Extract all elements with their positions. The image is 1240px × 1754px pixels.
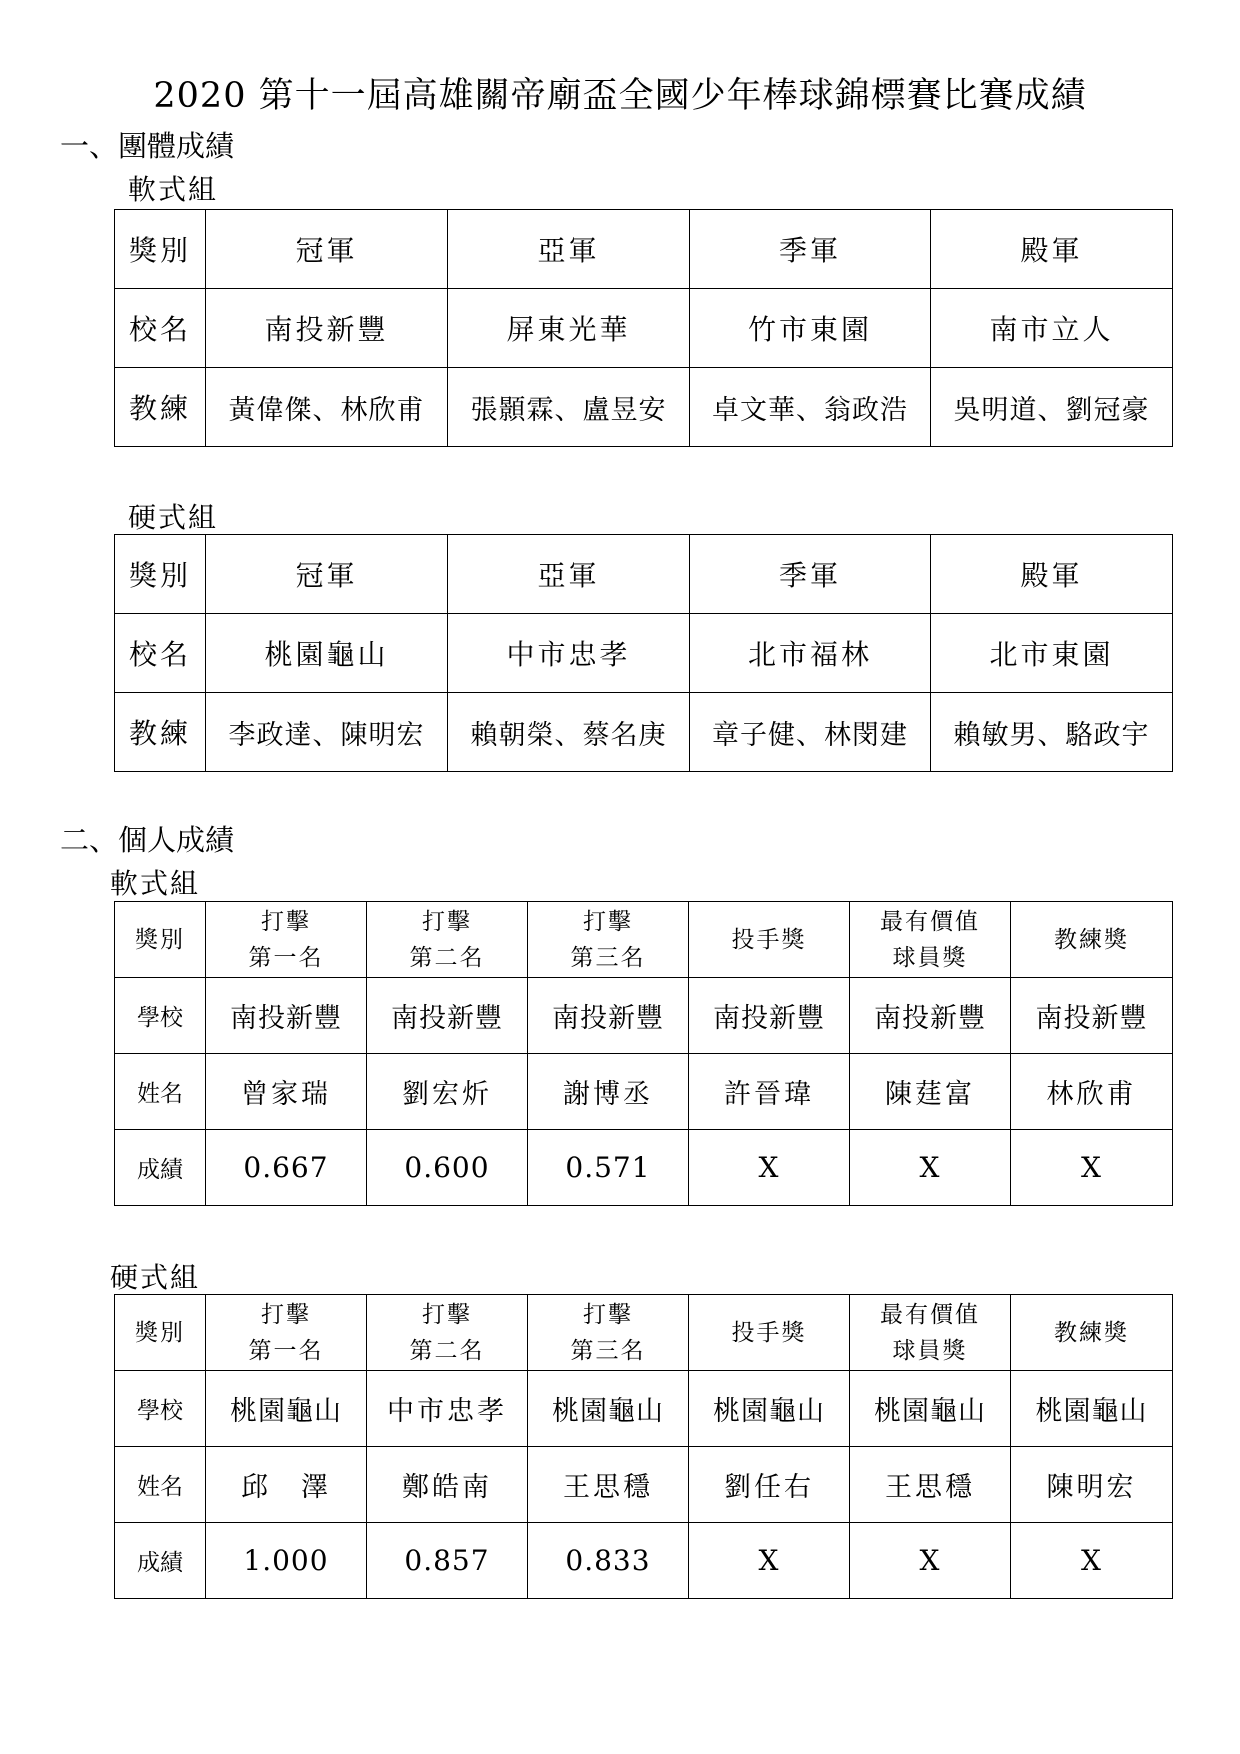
table-cell: 桃園龜山 [206, 1371, 367, 1447]
table-cell: 獎別 [115, 535, 206, 614]
table-row [115, 1054, 1173, 1130]
table-cell: 南投新豐 [850, 978, 1011, 1054]
table-cell: 章子健、林閔建 [690, 693, 931, 772]
table-cell: 北市東園 [931, 614, 1173, 693]
table-cell: 亞軍 [448, 535, 690, 614]
table-cell: 成績 [115, 1523, 206, 1599]
table-cell: 季軍 [690, 210, 931, 289]
table-cell: 桃園龜山 [689, 1371, 850, 1447]
table-cell: 教練 [115, 368, 206, 447]
table-cell: 鄭皓南 [367, 1447, 528, 1523]
table-cell: 打擊 第二名 [367, 1295, 528, 1371]
table-cell: 姓名 [115, 1447, 206, 1523]
table-cell: 邱 澤 [206, 1447, 367, 1523]
table-cell: 殿軍 [931, 210, 1173, 289]
table-row [115, 1523, 1173, 1599]
table-row [115, 535, 1173, 614]
table-cell: 黃偉傑、林欣甫 [206, 368, 448, 447]
page-title: 2020 第十一屆高雄關帝廟盃全國少年棒球錦標賽比賽成績 [153, 76, 1087, 116]
table-cell: 0.667 [206, 1130, 367, 1206]
section-individual-heading: 二、個人成績 [60, 823, 235, 857]
table-cell: 賴朝榮、蔡名庚 [448, 693, 690, 772]
table-cell: 獎別 [115, 902, 206, 978]
table-row [115, 1371, 1173, 1447]
table-cell: 南投新豐 [689, 978, 850, 1054]
table-cell: 曾家瑞 [206, 1054, 367, 1130]
table-row [115, 902, 1173, 978]
table-cell: 教練獎 [1011, 902, 1173, 978]
table-cell: X [1011, 1130, 1173, 1206]
table-cell: 0.600 [367, 1130, 528, 1206]
table-cell: 季軍 [690, 535, 931, 614]
ind-hard-heading: 硬式組 [110, 1261, 201, 1294]
table-cell: 南投新豐 [367, 978, 528, 1054]
table-cell: 桃園龜山 [528, 1371, 689, 1447]
table-cell: 卓文華、翁政浩 [690, 368, 931, 447]
table-cell: 賴敏男、駱政宇 [931, 693, 1173, 772]
table-cell: 教練 [115, 693, 206, 772]
table-cell: 獎別 [115, 210, 206, 289]
table-cell: 中市忠孝 [448, 614, 690, 693]
table-row [115, 289, 1173, 368]
team-soft-heading: 軟式組 [128, 173, 219, 206]
table-cell: 南市立人 [931, 289, 1173, 368]
table-row [115, 693, 1173, 772]
table-cell: 投手獎 [689, 902, 850, 978]
table-cell: X [850, 1523, 1011, 1599]
table-cell: 校名 [115, 289, 206, 368]
table-cell: 謝博丞 [528, 1054, 689, 1130]
table-cell: 冠軍 [206, 210, 448, 289]
table-cell: 打擊 第一名 [206, 902, 367, 978]
ind-soft-heading: 軟式組 [110, 867, 201, 900]
table-cell: X [850, 1130, 1011, 1206]
team-hard-table [114, 534, 1173, 772]
table-cell: 劉宏炘 [367, 1054, 528, 1130]
table-cell: 冠軍 [206, 535, 448, 614]
table-cell: 王思穩 [850, 1447, 1011, 1523]
table-cell: 學校 [115, 978, 206, 1054]
team-hard-heading: 硬式組 [128, 501, 219, 534]
table-cell: 陳莛富 [850, 1054, 1011, 1130]
table-cell: 打擊 第二名 [367, 902, 528, 978]
table-cell: 0.833 [528, 1523, 689, 1599]
table-cell: 北市福林 [690, 614, 931, 693]
table-cell: 成績 [115, 1130, 206, 1206]
table-cell: 南投新豐 [1011, 978, 1173, 1054]
table-row [115, 1295, 1173, 1371]
table-cell: 0.857 [367, 1523, 528, 1599]
table-cell: 張顥霖、盧昱安 [448, 368, 690, 447]
table-cell: 校名 [115, 614, 206, 693]
table-row [115, 978, 1173, 1054]
table-cell: 桃園龜山 [1011, 1371, 1173, 1447]
table-cell: 教練獎 [1011, 1295, 1173, 1371]
table-cell: 打擊 第三名 [528, 902, 689, 978]
table-row [115, 1130, 1173, 1206]
table-row [115, 210, 1173, 289]
team-soft-table [114, 209, 1173, 447]
table-cell: 吳明道、劉冠豪 [931, 368, 1173, 447]
table-cell: 0.571 [528, 1130, 689, 1206]
table-cell: 打擊 第三名 [528, 1295, 689, 1371]
table-row [115, 368, 1173, 447]
table-cell: 投手獎 [689, 1295, 850, 1371]
table-cell: 林欣甫 [1011, 1054, 1173, 1130]
table-row [115, 614, 1173, 693]
section-team-heading: 一、團體成績 [60, 129, 235, 163]
table-cell: 南投新豐 [528, 978, 689, 1054]
table-cell: 劉任右 [689, 1447, 850, 1523]
ind-soft-table [114, 901, 1173, 1206]
table-cell: 許晉瑋 [689, 1054, 850, 1130]
ind-hard-table [114, 1294, 1173, 1599]
table-cell: 中市忠孝 [367, 1371, 528, 1447]
table-cell: 屏東光華 [448, 289, 690, 368]
table-cell: 獎別 [115, 1295, 206, 1371]
table-cell: 桃園龜山 [206, 614, 448, 693]
table-cell: X [689, 1130, 850, 1206]
table-cell: 打擊 第一名 [206, 1295, 367, 1371]
table-cell: 竹市東園 [690, 289, 931, 368]
table-row [115, 1447, 1173, 1523]
table-cell: 南投新豐 [206, 289, 448, 368]
table-cell: 殿軍 [931, 535, 1173, 614]
table-cell: 最有價值 球員獎 [850, 902, 1011, 978]
table-cell: 1.000 [206, 1523, 367, 1599]
table-cell: 王思穩 [528, 1447, 689, 1523]
table-cell: 南投新豐 [206, 978, 367, 1054]
table-cell: 李政達、陳明宏 [206, 693, 448, 772]
table-cell: X [689, 1523, 850, 1599]
table-cell: X [1011, 1523, 1173, 1599]
table-cell: 亞軍 [448, 210, 690, 289]
table-cell: 學校 [115, 1371, 206, 1447]
table-cell: 姓名 [115, 1054, 206, 1130]
table-cell: 陳明宏 [1011, 1447, 1173, 1523]
table-cell: 最有價值 球員獎 [850, 1295, 1011, 1371]
table-cell: 桃園龜山 [850, 1371, 1011, 1447]
